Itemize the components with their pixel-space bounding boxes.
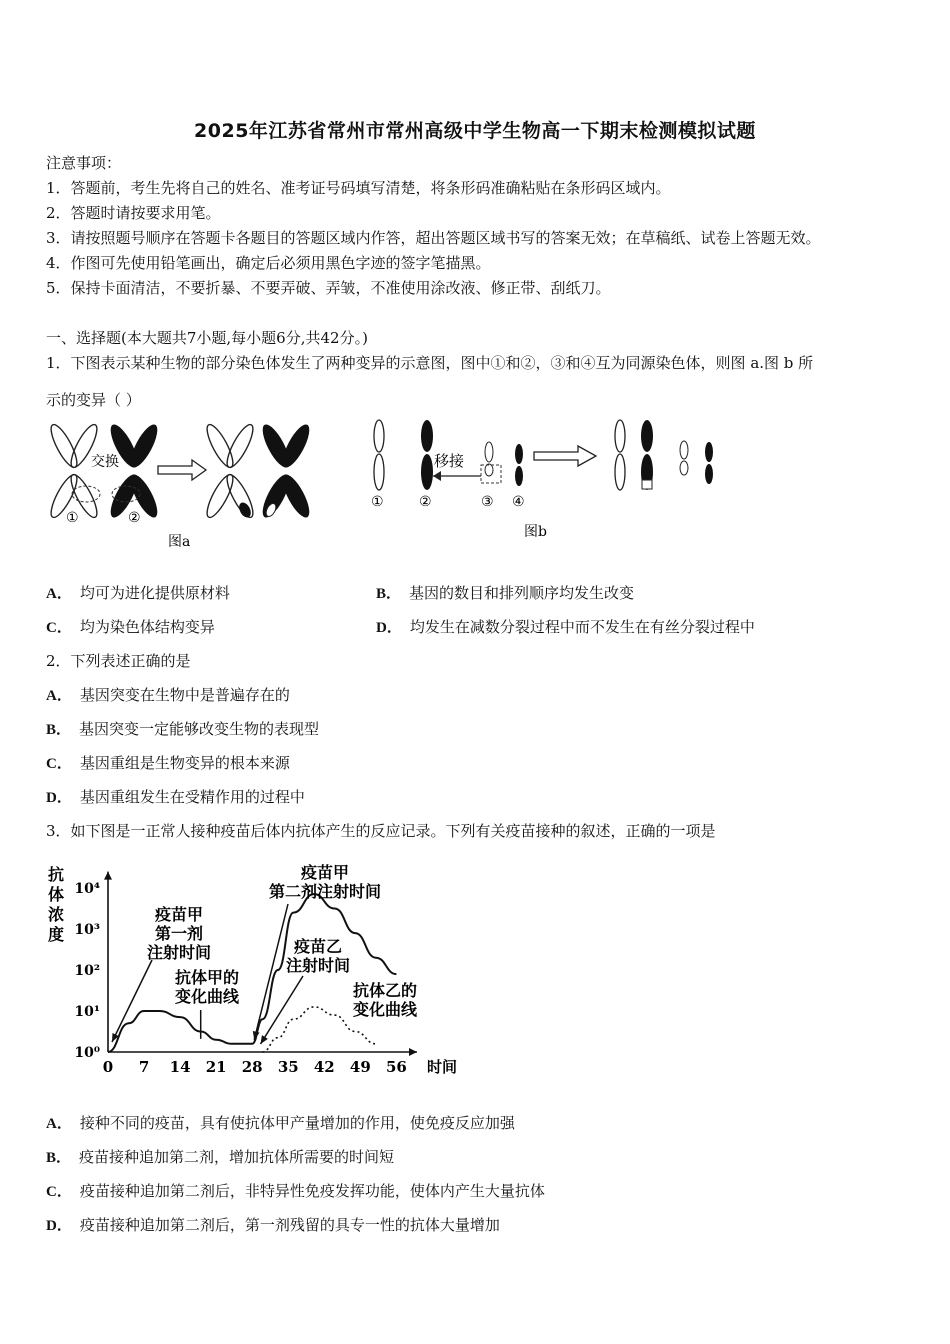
q2-option-d[interactable]: D． 基因重组发生在受精作用的过程中 [46,788,305,806]
exchange-label: 交换 [91,454,119,470]
figure-b-caption: 图b [524,524,547,540]
annotation-vaccine-a-dose1: 疫苗甲 [154,905,204,924]
figure-b [371,420,713,540]
annotation-vaccine-b: 疫苗乙 [293,937,343,956]
q1-stem-line1: 1．下图表示某种生物的部分染色体发生了两种变异的示意图，图中①和②，③和④互为同源染色体，则图 a.图 b 所 [46,354,814,372]
mark-b3: ③ [481,494,494,510]
y-tick-label: 10² [74,963,100,979]
annotation-antibody-a-curve: 变化曲线 [174,987,240,1006]
annotation-vaccine-a-dose1: 第一剂 [154,924,204,943]
section-heading: 一、选择题(本大题共7小题,每小题6分,共42分。) [46,329,368,347]
x-tick-label: 42 [313,1058,335,1076]
q2-option-b[interactable]: B． 基因突变一定能够改变生物的表现型 [46,720,320,738]
q2-stem: 2．下列表述正确的是 [46,652,191,670]
x-tick-label: 0 [102,1058,114,1076]
y-tick-label: 10⁴ [74,881,100,897]
notice-item: 1．答题前，考生先将自己的姓名、准考证号码填写清楚，将条形码准确粘贴在条形码区域内。 [46,179,671,197]
q3-option-c[interactable]: C． 疫苗接种追加第二剂后，非特异性免疫发挥功能，使体内产生大量抗体 [46,1182,545,1200]
notice-item: 4．作图可先使用铅笔画出，确定后必须用黑色字迹的签字笔描黑。 [46,254,491,272]
x-axis-arrow [409,1048,417,1056]
x-axis-label: 时间 [427,1058,458,1076]
x-tick-label: 35 [277,1058,299,1076]
x-tick-label: 7 [138,1058,150,1076]
annotation-arrow-head [261,1035,268,1044]
mark-b4: ④ [512,494,525,510]
q3-option-a[interactable]: A． 接种不同的疫苗，具有使抗体甲产量增加的作用，使免疫反应加强 [46,1114,515,1132]
q1-option-d[interactable]: D． 均发生在减数分裂过程中而不发生在有丝分裂过程中 [376,618,755,636]
q2-option-a[interactable]: A． 基因突变在生物中是普遍存在的 [46,686,290,704]
x-tick-label: 49 [349,1058,371,1076]
x-tick-label: 21 [205,1058,227,1076]
annotation-vaccine-a-dose2: 疫苗甲 [300,863,350,882]
notice-item: 3．请按照题号顺序在答题卡各题目的答题区域内作答，超出答题区域书写的答案无效；在草稿纸、试卷上答题无效。 [46,229,821,247]
mark-1: ① [66,510,79,526]
mark-2: ② [128,510,141,526]
mark-b1: ① [371,494,384,510]
annotation-vaccine-a-dose2: 第二剂注射时间 [268,882,382,901]
q1-option-a[interactable]: A． 均可为进化提供原材料 [46,584,230,602]
x-tick-label: 14 [169,1058,191,1076]
q1-option-b[interactable]: B． 基因的数目和排列顺序均发生改变 [376,584,635,602]
y-axis-arrow [104,872,112,880]
notice-item: 2．答题时请按要求用笔。 [46,204,221,222]
figure-a [47,421,315,550]
y-tick-label: 10³ [74,922,100,938]
annotation-vaccine-a-dose1: 注射时间 [146,943,212,962]
antibody-chart [40,852,458,1084]
annotation-arrow [254,904,288,1040]
y-tick-label: 10⁰ [74,1045,100,1061]
q1-figure [40,410,740,560]
y-axis-label-char: 抗 [48,865,65,884]
y-axis-label-char: 度 [48,925,65,944]
q3-option-b[interactable]: B． 疫苗接种追加第二剂，增加抗体所需要的时间短 [46,1148,395,1166]
q1-option-c[interactable]: C． 均为染色体结构变异 [46,618,215,636]
y-tick-label: 10¹ [74,1004,100,1020]
annotation-antibody-b-curve: 抗体乙的 [352,981,418,1000]
q3-option-d[interactable]: D． 疫苗接种追加第二剂后，第一剂残留的具专一性的抗体大量增加 [46,1216,500,1234]
annotation-antibody-a-curve: 抗体甲的 [174,968,240,987]
x-tick-label: 56 [385,1058,407,1076]
mark-b2: ② [419,494,432,510]
translocation-label: 移接 [434,452,465,470]
q1-stem-line2: 示的变异（ ） [46,391,141,409]
annotation-antibody-b-curve: 变化曲线 [352,1000,418,1019]
y-axis-label-char: 浓 [48,905,65,924]
y-axis-label-char: 体 [48,885,65,904]
page-title: 2025年江苏省常州市常州高级中学生物高一下期末检测模拟试题 [194,120,756,142]
series-line-antibody-a [108,894,396,1052]
q3-stem: 3．如下图是一正常人接种疫苗后体内抗体产生的反应记录。下列有关疫苗接种的叙述，正确的一项是 [46,822,716,840]
annotation-vaccine-b: 注射时间 [285,956,351,975]
annotation-arrow [112,960,152,1042]
x-tick-label: 28 [241,1058,263,1076]
notice-item: 5．保持卡面清洁，不要折暴、不要弄破、弄皱，不准使用涂改液、修正带、刮纸刀。 [46,279,611,297]
notice-heading: 注意事项： [46,154,122,172]
figure-a-caption: 图a [168,534,191,550]
q2-option-c[interactable]: C． 基因重组是生物变异的根本来源 [46,754,290,772]
